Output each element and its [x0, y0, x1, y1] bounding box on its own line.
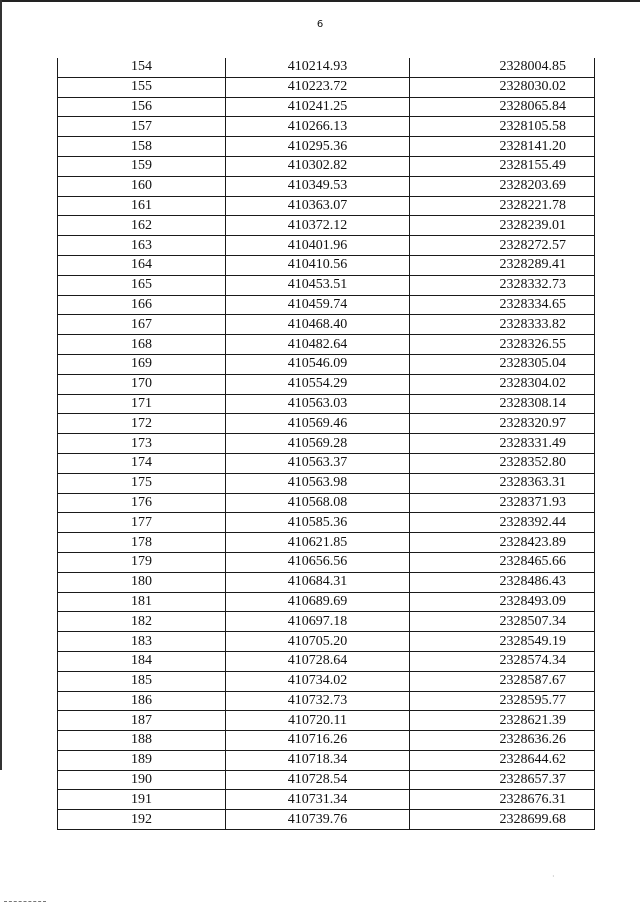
- y-coordinate-cell: 2328320.97: [410, 414, 595, 434]
- point-number-cell: 192: [58, 810, 226, 830]
- point-number-cell: 191: [58, 790, 226, 810]
- x-coordinate-cell: 410684.31: [226, 572, 410, 592]
- y-coordinate-cell: 2328030.02: [410, 77, 595, 97]
- scan-speck: ·: [552, 872, 555, 881]
- table-row: [58, 295, 595, 315]
- table-row: [58, 572, 595, 592]
- table-row: [58, 335, 595, 355]
- point-number-cell: 169: [58, 354, 226, 374]
- table-row: [58, 731, 595, 751]
- table-row: [58, 236, 595, 256]
- point-number-cell: 165: [58, 275, 226, 295]
- y-coordinate-cell: 2328221.78: [410, 196, 595, 216]
- point-number-cell: 186: [58, 691, 226, 711]
- point-number-cell: 170: [58, 374, 226, 394]
- table-row: [58, 770, 595, 790]
- x-coordinate-cell: 410728.64: [226, 651, 410, 671]
- table-row: [58, 117, 595, 137]
- y-coordinate-cell: 2328304.02: [410, 374, 595, 394]
- x-coordinate-cell: 410716.26: [226, 731, 410, 751]
- table-row: [58, 473, 595, 493]
- table-row: [58, 156, 595, 176]
- y-coordinate-cell: 2328465.66: [410, 552, 595, 572]
- table-row: [58, 790, 595, 810]
- y-coordinate-cell: 2328333.82: [410, 315, 595, 335]
- table-row: [58, 533, 595, 553]
- y-coordinate-cell: 2328141.20: [410, 137, 595, 157]
- point-number-cell: 156: [58, 97, 226, 117]
- table-row: [58, 612, 595, 632]
- x-coordinate-cell: 410401.96: [226, 236, 410, 256]
- x-coordinate-cell: 410223.72: [226, 77, 410, 97]
- x-coordinate-cell: 410563.98: [226, 473, 410, 493]
- point-number-cell: 164: [58, 255, 226, 275]
- y-coordinate-cell: 2328352.80: [410, 453, 595, 473]
- x-coordinate-cell: 410569.46: [226, 414, 410, 434]
- point-number-cell: 155: [58, 77, 226, 97]
- page-left-border: [0, 0, 2, 770]
- point-number-cell: 172: [58, 414, 226, 434]
- x-coordinate-cell: 410482.64: [226, 335, 410, 355]
- y-coordinate-cell: 2328595.77: [410, 691, 595, 711]
- point-number-cell: 159: [58, 156, 226, 176]
- table-row: [58, 176, 595, 196]
- point-number-cell: 173: [58, 434, 226, 454]
- point-number-cell: 185: [58, 671, 226, 691]
- page-number: 6: [316, 19, 324, 30]
- coordinates-table: [57, 58, 595, 830]
- table-row: [58, 651, 595, 671]
- table-row: [58, 97, 595, 117]
- table-row: [58, 354, 595, 374]
- point-number-cell: 182: [58, 612, 226, 632]
- coordinates-table-container: [57, 58, 594, 830]
- point-number-cell: 166: [58, 295, 226, 315]
- x-coordinate-cell: 410266.13: [226, 117, 410, 137]
- table-row: [58, 434, 595, 454]
- point-number-cell: 168: [58, 335, 226, 355]
- x-coordinate-cell: 410302.82: [226, 156, 410, 176]
- table-row: [58, 196, 595, 216]
- point-number-cell: 167: [58, 315, 226, 335]
- table-row: [58, 750, 595, 770]
- y-coordinate-cell: 2328004.85: [410, 58, 595, 77]
- point-number-cell: 184: [58, 651, 226, 671]
- table-row: [58, 671, 595, 691]
- y-coordinate-cell: 2328486.43: [410, 572, 595, 592]
- y-coordinate-cell: 2328574.34: [410, 651, 595, 671]
- table-row: [58, 632, 595, 652]
- x-coordinate-cell: 410718.34: [226, 750, 410, 770]
- table-row: [58, 394, 595, 414]
- table-row: [58, 275, 595, 295]
- y-coordinate-cell: 2328334.65: [410, 295, 595, 315]
- table-row: [58, 453, 595, 473]
- x-coordinate-cell: 410697.18: [226, 612, 410, 632]
- x-coordinate-cell: 410705.20: [226, 632, 410, 652]
- x-coordinate-cell: 410214.93: [226, 58, 410, 77]
- x-coordinate-cell: 410739.76: [226, 810, 410, 830]
- x-coordinate-cell: 410656.56: [226, 552, 410, 572]
- y-coordinate-cell: 2328549.19: [410, 632, 595, 652]
- table-row: [58, 493, 595, 513]
- point-number-cell: 157: [58, 117, 226, 137]
- y-coordinate-cell: 2328621.39: [410, 711, 595, 731]
- y-coordinate-cell: 2328239.01: [410, 216, 595, 236]
- y-coordinate-cell: 2328305.04: [410, 354, 595, 374]
- x-coordinate-cell: 410563.03: [226, 394, 410, 414]
- y-coordinate-cell: 2328363.31: [410, 473, 595, 493]
- point-number-cell: 178: [58, 533, 226, 553]
- point-number-cell: 179: [58, 552, 226, 572]
- y-coordinate-cell: 2328155.49: [410, 156, 595, 176]
- x-coordinate-cell: 410554.29: [226, 374, 410, 394]
- y-coordinate-cell: 2328507.34: [410, 612, 595, 632]
- table-row: [58, 374, 595, 394]
- y-coordinate-cell: 2328493.09: [410, 592, 595, 612]
- point-number-cell: 188: [58, 731, 226, 751]
- table-row: [58, 58, 595, 77]
- point-number-cell: 176: [58, 493, 226, 513]
- x-coordinate-cell: 410468.40: [226, 315, 410, 335]
- table-row: [58, 513, 595, 533]
- y-coordinate-cell: 2328392.44: [410, 513, 595, 533]
- point-number-cell: 181: [58, 592, 226, 612]
- table-row: [58, 552, 595, 572]
- table-row: [58, 711, 595, 731]
- table-row: [58, 255, 595, 275]
- y-coordinate-cell: 2328203.69: [410, 176, 595, 196]
- point-number-cell: 177: [58, 513, 226, 533]
- table-row: [58, 315, 595, 335]
- x-coordinate-cell: 410563.37: [226, 453, 410, 473]
- x-coordinate-cell: 410349.53: [226, 176, 410, 196]
- point-number-cell: 180: [58, 572, 226, 592]
- x-coordinate-cell: 410728.54: [226, 770, 410, 790]
- table-row: [58, 77, 595, 97]
- y-coordinate-cell: 2328326.55: [410, 335, 595, 355]
- table-row: [58, 810, 595, 830]
- table-row: [58, 691, 595, 711]
- point-number-cell: 160: [58, 176, 226, 196]
- y-coordinate-cell: 2328423.89: [410, 533, 595, 553]
- x-coordinate-cell: 410732.73: [226, 691, 410, 711]
- table-row: [58, 216, 595, 236]
- page-top-border: [0, 0, 640, 2]
- coordinates-table-body: [58, 58, 595, 830]
- x-coordinate-cell: 410720.11: [226, 711, 410, 731]
- point-number-cell: 161: [58, 196, 226, 216]
- y-coordinate-cell: 2328332.73: [410, 275, 595, 295]
- x-coordinate-cell: 410734.02: [226, 671, 410, 691]
- x-coordinate-cell: 410295.36: [226, 137, 410, 157]
- point-number-cell: 162: [58, 216, 226, 236]
- point-number-cell: 183: [58, 632, 226, 652]
- table-row: [58, 137, 595, 157]
- y-coordinate-cell: 2328065.84: [410, 97, 595, 117]
- table-row: [58, 414, 595, 434]
- point-number-cell: 158: [58, 137, 226, 157]
- y-coordinate-cell: 2328699.68: [410, 810, 595, 830]
- x-coordinate-cell: 410569.28: [226, 434, 410, 454]
- y-coordinate-cell: 2328308.14: [410, 394, 595, 414]
- x-coordinate-cell: 410621.85: [226, 533, 410, 553]
- point-number-cell: 189: [58, 750, 226, 770]
- y-coordinate-cell: 2328587.67: [410, 671, 595, 691]
- x-coordinate-cell: 410731.34: [226, 790, 410, 810]
- x-coordinate-cell: 410363.07: [226, 196, 410, 216]
- y-coordinate-cell: 2328644.62: [410, 750, 595, 770]
- y-coordinate-cell: 2328636.26: [410, 731, 595, 751]
- y-coordinate-cell: 2328676.31: [410, 790, 595, 810]
- y-coordinate-cell: 2328289.41: [410, 255, 595, 275]
- x-coordinate-cell: 410241.25: [226, 97, 410, 117]
- point-number-cell: 190: [58, 770, 226, 790]
- x-coordinate-cell: 410689.69: [226, 592, 410, 612]
- x-coordinate-cell: 410453.51: [226, 275, 410, 295]
- point-number-cell: 154: [58, 58, 226, 77]
- y-coordinate-cell: 2328371.93: [410, 493, 595, 513]
- table-row: [58, 592, 595, 612]
- x-coordinate-cell: 410410.56: [226, 255, 410, 275]
- x-coordinate-cell: 410568.08: [226, 493, 410, 513]
- y-coordinate-cell: 2328657.37: [410, 770, 595, 790]
- x-coordinate-cell: 410459.74: [226, 295, 410, 315]
- y-coordinate-cell: 2328105.58: [410, 117, 595, 137]
- point-number-cell: 187: [58, 711, 226, 731]
- point-number-cell: 175: [58, 473, 226, 493]
- y-coordinate-cell: 2328272.57: [410, 236, 595, 256]
- x-coordinate-cell: 410546.09: [226, 354, 410, 374]
- point-number-cell: 163: [58, 236, 226, 256]
- point-number-cell: 174: [58, 453, 226, 473]
- footer-rule: [4, 901, 46, 902]
- x-coordinate-cell: 410585.36: [226, 513, 410, 533]
- x-coordinate-cell: 410372.12: [226, 216, 410, 236]
- y-coordinate-cell: 2328331.49: [410, 434, 595, 454]
- point-number-cell: 171: [58, 394, 226, 414]
